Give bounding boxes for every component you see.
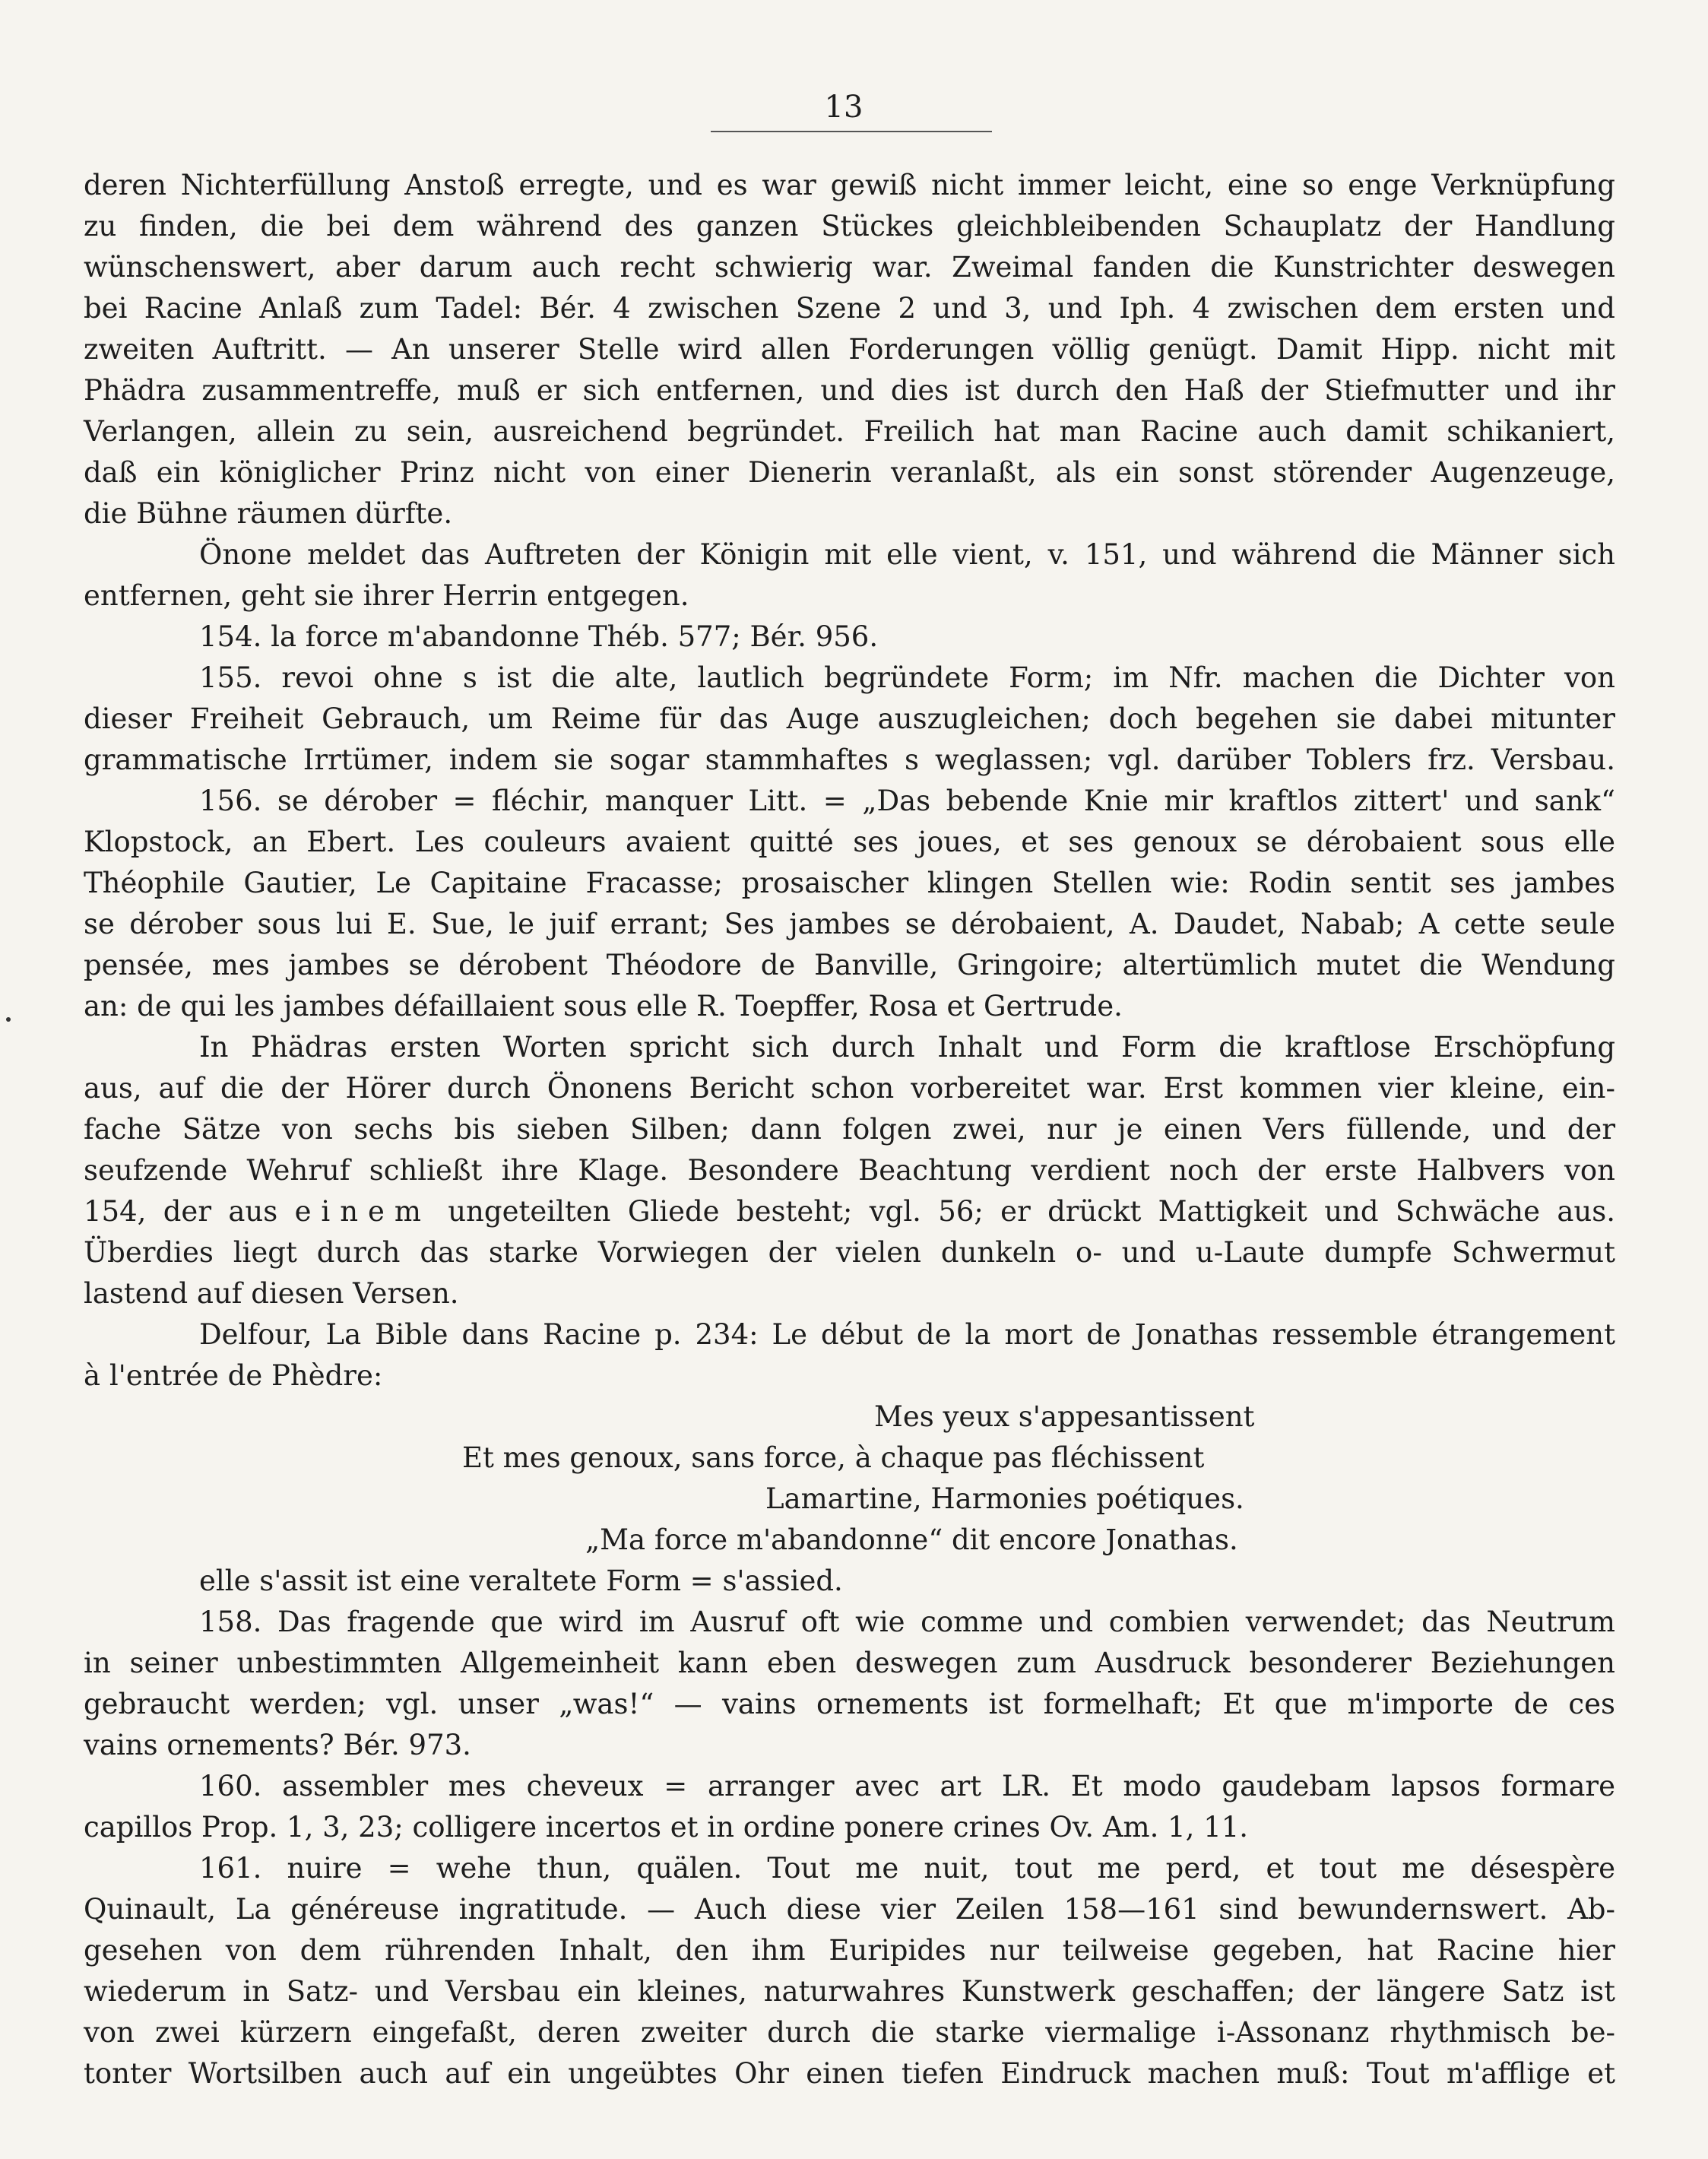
text-line: vains ornements? Bér. 973. [84, 1729, 471, 1761]
text-line: Überdies liegt durch das starke Vorwiegen der vielen dunkeln o- und u-Laute dumpfe Schwermut [84, 1236, 1615, 1269]
spaced-word: einem [294, 1195, 431, 1228]
text-line: 160. assembler mes cheveux = arranger avec art LR. Et modo gaudebam lapsos formare [199, 1770, 1615, 1802]
text-line: dieser Freiheit Gebrauch, um Reime für das Auge auszugleichen; doch begehen sie dabei mitunter [84, 702, 1615, 735]
margin-mark [6, 1017, 11, 1022]
text-line: pensée, mes jambes se dérobent Théodore de Banville, Gringoire; altertümlich mutet die Wendung [84, 949, 1615, 981]
text-line: seufzende Wehruf schließt ihre Klage. Besondere Beachtung verdient noch der erste Halbvers von [84, 1154, 1615, 1187]
verse-line: Mes yeux s'appesantissent [874, 1400, 1255, 1433]
text-line: capillos Prop. 1, 3, 23; colligere incertos et in ordine ponere crines Ov. Am. 1, 11. [84, 1811, 1249, 1844]
text-line: 158. Das fragende que wird im Ausruf oft wie comme und combien verwendet; das Neutrum [199, 1606, 1615, 1638]
text-line: daß ein königlicher Prinz nicht von einer Dienerin veranlaßt, als ein sonst störender Augenzeuge, [84, 456, 1615, 489]
page-number: 13 [824, 90, 864, 125]
text-line: In Phädras ersten Worten spricht sich durch Inhalt und Form die kraftlose Erschöpfung [199, 1031, 1615, 1064]
verse-line: Et mes genoux, sans force, à chaque pas fléchissent [462, 1441, 1205, 1474]
text-line: gebraucht werden; vgl. unser „was!“ — vains ornements ist formelhaft; Et que m'importe de ces [84, 1688, 1615, 1720]
text-line: die Bühne räumen dürfte. [84, 497, 453, 530]
text-line: zweiten Auftritt. — An unserer Stelle wird allen Forderungen völlig genügt. Damit Hipp. nicht mit [84, 333, 1615, 366]
text-line: Önone meldet das Auftreten der Königin mit elle vient, v. 151, und während die Männer sich [199, 538, 1615, 571]
text-line: Verlangen, allein zu sein, ausreichend begründet. Freilich hat man Racine auch damit schikaniert, [84, 415, 1615, 448]
text-line: Quinault, La généreuse ingratitude. — Auch diese vier Zeilen 158—161 sind bewundernswert. Ab- [84, 1893, 1615, 1926]
text-line: Théophile Gautier, Le Capitaine Fracasse; prosaischer klingen Stellen wie: Rodin sentit ses jambes [84, 867, 1615, 899]
text-segment: ungeteilten Gliede besteht; vgl. 56; er drückt Mattigkeit und Schwäche aus. [430, 1195, 1615, 1228]
text-segment: 154, der aus [84, 1195, 295, 1228]
text-line: bei Racine Anlaß zum Tadel: Bér. 4 zwischen Szene 2 und 3, und Iph. 4 zwischen dem ersten und [84, 292, 1615, 325]
text-line: wünschenswert, aber darum auch recht schwierig war. Zweimal fanden die Kunstrichter deswegen [84, 251, 1615, 284]
text-line: gesehen von dem rührenden Inhalt, den ihm Euripides nur teilweise gegeben, hat Racine hier [84, 1934, 1615, 1967]
text-line: grammatische Irrtümer, indem sie sogar stammhaftes s weglassen; vgl. darüber Toblers frz. Versbau. [84, 743, 1615, 776]
text-line: tonter Wortsilben auch auf ein ungeübtes Ohr einen tiefen Eindruck machen muß: Tout m'afflige et [84, 2057, 1615, 2090]
text-line: lastend auf diesen Versen. [84, 1277, 459, 1310]
text-line: 161. nuire = wehe thun, quälen. Tout me nuit, tout me perd, et tout me désespère [199, 1852, 1615, 1885]
text-line: an: de qui les jambes défaillaient sous elle R. Toepffer, Rosa et Gertrude. [84, 990, 1123, 1022]
text-line: in seiner unbestimmten Allgemeinheit kann eben deswegen zum Ausdruck besonderer Beziehungen [84, 1647, 1615, 1679]
text-line: Delfour, La Bible dans Racine p. 234: Le début de la mort de Jonathas ressemble étrangement [199, 1318, 1615, 1351]
text-line: entfernen, geht sie ihrer Herrin entgegen. [84, 579, 689, 612]
verse-line: „Ma force m'abandonne“ dit encore Jonathas. [585, 1523, 1238, 1556]
text-line: se dérober sous lui E. Sue, le juif errant; Ses jambes se dérobaient, A. Daudet, Nabab; A cette seule [84, 908, 1615, 940]
text-line: 155. revoi ohne s ist die alte, lautlich begründete Form; im Nfr. machen die Dichter von [199, 661, 1615, 694]
text-line: 154. la force m'abandonne Théb. 577; Bér. 956. [199, 620, 879, 653]
text-line: Phädra zusammentreffe, muß er sich entfernen, und dies ist durch den Haß der Stiefmutter und ihr [84, 374, 1615, 407]
text-line [84, 1191, 1615, 1232]
text-line: aus, auf die der Hörer durch Önonens Bericht schon vorbereitet war. Erst kommen vier kleine, ein- [84, 1072, 1615, 1105]
header-rule [711, 131, 992, 132]
text-line: wiederum in Satz- und Versbau ein kleines, naturwahres Kunstwerk geschaffen; der längere Satz ist [84, 1975, 1615, 2008]
text-line: zu finden, die bei dem während des ganzen Stückes gleichbleibenden Schauplatz der Handlung [84, 210, 1615, 243]
text-line: Klopstock, an Ebert. Les couleurs avaient quitté ses joues, et ses genoux se dérobaient sous elle [84, 826, 1615, 858]
text-line: 156. se dérober = fléchir, manquer Litt. = „Das bebende Knie mir kraftlos zittert' und sank“ [199, 785, 1615, 817]
verse-line: Lamartine, Harmonies poétiques. [765, 1482, 1244, 1515]
text-line: von zwei kürzern eingefaßt, deren zweiter durch die starke viermalige i-Assonanz rhythmisch be- [84, 2016, 1615, 2049]
text-line: elle s'assit ist eine veraltete Form = s'assied. [199, 1565, 843, 1597]
text-line: fache Sätze von sechs bis sieben Silben; dann folgen zwei, nur je einen Vers füllende, und der [84, 1113, 1615, 1146]
text-line: à l'entrée de Phèdre: [84, 1359, 383, 1392]
text-line: deren Nichterfüllung Anstoß erregte, und es war gewiß nicht immer leicht, eine so enge Verknüpfung [84, 169, 1615, 201]
